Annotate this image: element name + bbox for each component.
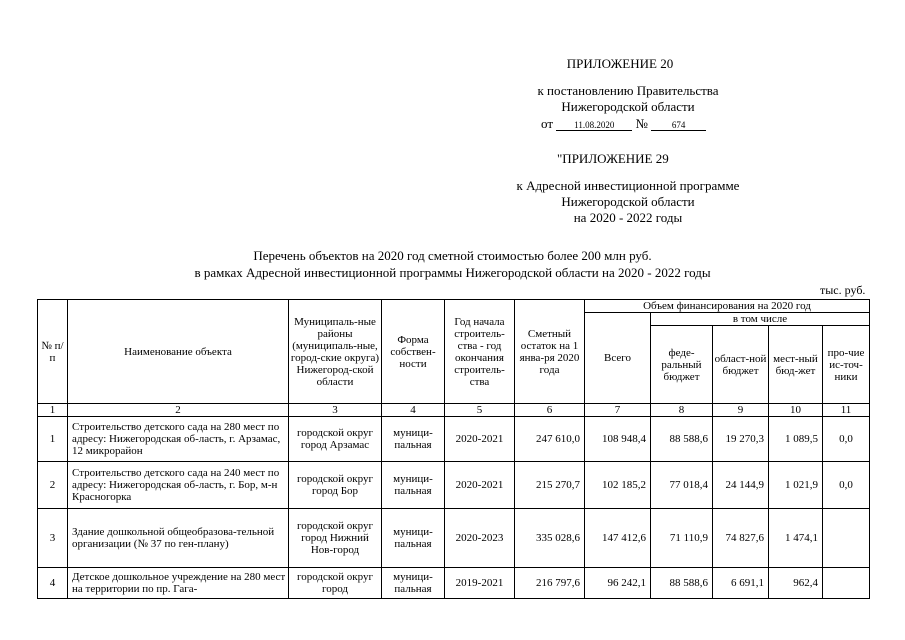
header-balance: Сметный остаток на 1 янва-ря 2020 года <box>515 300 585 404</box>
construction-years: 2020-2021 <box>445 417 515 462</box>
col-index: 2 <box>68 404 289 417</box>
district: городской округ город Бор <box>289 462 382 509</box>
table-row <box>38 417 870 462</box>
other-value: 0,0 <box>823 462 870 509</box>
local-value: 1 089,5 <box>769 417 823 462</box>
federal-value: 77 018,4 <box>651 462 713 509</box>
col-index: 3 <box>289 404 382 417</box>
local-value: 1 474,1 <box>769 509 823 568</box>
header-other: про-чие ис-точ-ники <box>823 326 870 404</box>
col-index: 10 <box>769 404 823 417</box>
col-index: 1 <box>38 404 68 417</box>
col-index: 4 <box>382 404 445 417</box>
object-name: Детское дошкольное учреждение на 280 мест на территории по пр. Гага- <box>68 568 289 599</box>
header-total: Всего <box>585 313 651 404</box>
local-value: 1 021,9 <box>769 462 823 509</box>
construction-years: 2019-2021 <box>445 568 515 599</box>
program-line-3: на 2020 - 2022 годы <box>573 210 683 225</box>
district: городской округ город Арзамас <box>289 417 382 462</box>
header-ownership: Форма собствен-ности <box>382 300 445 404</box>
row-num: 3 <box>38 509 68 568</box>
ownership: муници-пальная <box>382 509 445 568</box>
col-index: 9 <box>713 404 769 417</box>
total-value: 96 242,1 <box>585 568 651 599</box>
date-number-line <box>541 116 706 131</box>
other-value: 0,0 <box>823 417 870 462</box>
object-name: Здание дошкольной общеобразова-тельной организации (№ 37 по ген-плану) <box>68 509 289 568</box>
balance-value: 215 270,7 <box>515 462 585 509</box>
ownership: муници-пальная <box>382 417 445 462</box>
federal-value: 71 110,9 <box>651 509 713 568</box>
region-line: Нижегородской области <box>561 99 695 114</box>
resolution-date: 11.08.2020 <box>556 120 632 131</box>
total-value: 147 412,6 <box>585 509 651 568</box>
federal-value: 88 588,6 <box>651 417 713 462</box>
object-name: Строительство детского сада на 240 мест по адресу: Нижегородская об-ласть, г. Бор, м-н Красногорка <box>68 462 289 509</box>
resolution-number: 674 <box>651 120 706 131</box>
regional-value: 6 691,1 <box>713 568 769 599</box>
header-including: в том числе <box>651 313 870 326</box>
header-federal: феде-ральный бюджет <box>651 326 713 404</box>
table-row <box>38 462 870 509</box>
col-index: 5 <box>445 404 515 417</box>
table-row <box>38 509 870 568</box>
federal-value: 88 588,6 <box>651 568 713 599</box>
balance-value: 216 797,6 <box>515 568 585 599</box>
units-label: тыс. руб. <box>820 283 866 297</box>
header-district: Муниципаль-ные районы (муниципаль-ные, город-ские округа) Нижегород-ской области <box>289 300 382 404</box>
header-regional: област-ной бюджет <box>713 326 769 404</box>
regional-value: 74 827,6 <box>713 509 769 568</box>
construction-years: 2020-2023 <box>445 509 515 568</box>
from-label: от <box>541 116 554 131</box>
appendix-29: "ПРИЛОЖЕНИЕ 29 <box>557 151 669 166</box>
number-label: № <box>635 116 648 131</box>
district: городской округ город <box>289 568 382 599</box>
header-years: Год начала строитель-ства - год окончания строитель-ства <box>445 300 515 404</box>
header-name: Наименование объекта <box>68 300 289 404</box>
local-value: 962,4 <box>769 568 823 599</box>
other-value <box>823 568 870 599</box>
row-num: 4 <box>38 568 68 599</box>
header-num: № п/п <box>38 300 68 404</box>
col-index: 7 <box>585 404 651 417</box>
header-funding: Объем финансирования на 2020 год <box>585 300 870 313</box>
header-local: мест-ный бюд-жет <box>769 326 823 404</box>
document-title-line-2: в рамках Адресной инвестиционной программы Нижегородской области на 2020 - 2022 годы <box>194 265 711 280</box>
object-name: Строительство детского сада на 280 мест по адресу: Нижегородская об-ласть, г. Арзамас, 12 микрорайон <box>68 417 289 462</box>
col-index: 11 <box>823 404 870 417</box>
balance-value: 247 610,0 <box>515 417 585 462</box>
regional-value: 19 270,3 <box>713 417 769 462</box>
appendix-number: ПРИЛОЖЕНИЕ 20 <box>566 56 674 71</box>
other-value <box>823 509 870 568</box>
resolution-line: к постановлению Правительства <box>537 83 719 98</box>
row-num: 2 <box>38 462 68 509</box>
ownership: муници-пальная <box>382 462 445 509</box>
total-value: 102 185,2 <box>585 462 651 509</box>
ownership: муници-пальная <box>382 568 445 599</box>
document-title-line-1: Перечень объектов на 2020 год сметной стоимостью более 200 млн руб. <box>253 248 652 263</box>
col-index: 6 <box>515 404 585 417</box>
program-line-2: Нижегородской области <box>561 194 695 209</box>
district: городской округ город Нижний Нов-город <box>289 509 382 568</box>
regional-value: 24 144,9 <box>713 462 769 509</box>
objects-table <box>37 299 870 599</box>
table-row <box>38 568 870 599</box>
total-value: 108 948,4 <box>585 417 651 462</box>
program-line-1: к Адресной инвестиционной программе <box>516 178 740 193</box>
construction-years: 2020-2021 <box>445 462 515 509</box>
balance-value: 335 028,6 <box>515 509 585 568</box>
row-num: 1 <box>38 417 68 462</box>
col-index: 8 <box>651 404 713 417</box>
